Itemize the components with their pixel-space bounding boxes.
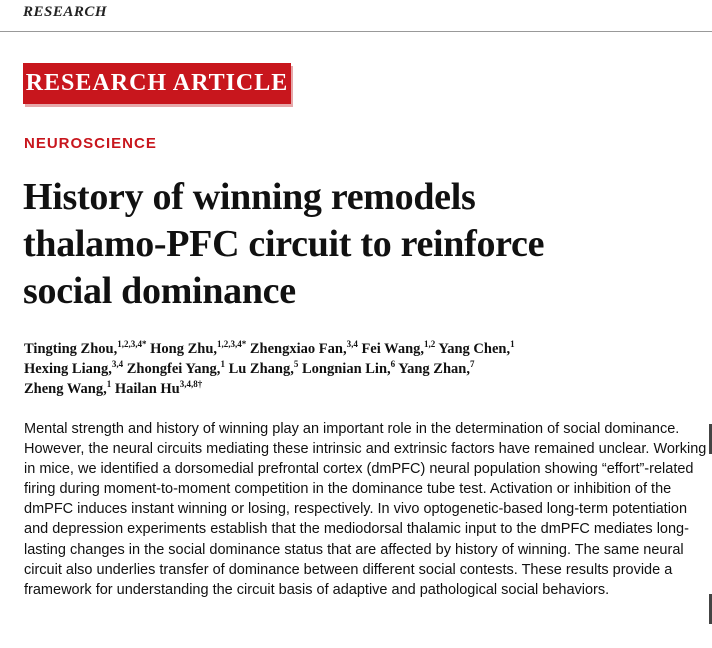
title-line: History of winning remodels [23,176,476,218]
title-line: social dominance [23,270,296,312]
section-label: NEUROSCIENCE [24,135,157,152]
header-divider [0,31,712,32]
article-title [23,174,703,315]
author: Hong Zhu,$^{1,2,3,4*}$ [150,339,247,357]
author: Fei Wang,$^{1,2}$ [361,339,436,357]
author: Zheng Wang,$^1$ [24,379,112,397]
author: Lu Zhang,$^5$ [228,359,299,377]
author-list [24,339,704,399]
article-type-banner: RESEARCH ARTICLE [23,63,291,104]
author: Hexing Liang,$^{3,4}$ [24,359,124,377]
author: Zhengxiao Fan,$^{3,4}$ [249,339,358,357]
author: Yang Chen,$^1$ [438,339,515,357]
author: Longnian Lin,$^6$ [301,359,396,377]
author: Hailan $Hu^{3,4,8\dagger}$ [114,379,203,397]
abstract-text: Mental strength and history of winning play an important role in the determination of social dominance. However, the neural circuits mediating these intrinsic and extrinsic factors have remained unclear. Working in mice, we identified a dorsomedial prefrontal cortex (dmPFC) neural population showing “effort”-related firing during moment-to-moment competition in the dominance tube test. Activation or inhibition of the dmPFC induces instant winning or losing, respectively. In vivo optogenetic-based long-term potentiation and depression experiments establish that the mediodorsal thalamic input to the dmPFC mediates long-lasting changes in the social dominance status that are affected by history of winning. The same neural circuit also underlies transfer of dominance between different social contests. These results provide a framework for understanding the circuit basis of adaptive and pathological social behaviors. [24,421,707,598]
author: Zhongfei Yang,$^1$ [126,359,225,377]
author: Tingting Zhou,$^{1,2,3,4*}$ [24,339,147,357]
title-line: thalamo-PFC circuit to reinforce [23,223,545,265]
journal-running-head: RESEARCH [23,4,108,20]
author: Yang Zhan,$^7$ [398,359,475,377]
